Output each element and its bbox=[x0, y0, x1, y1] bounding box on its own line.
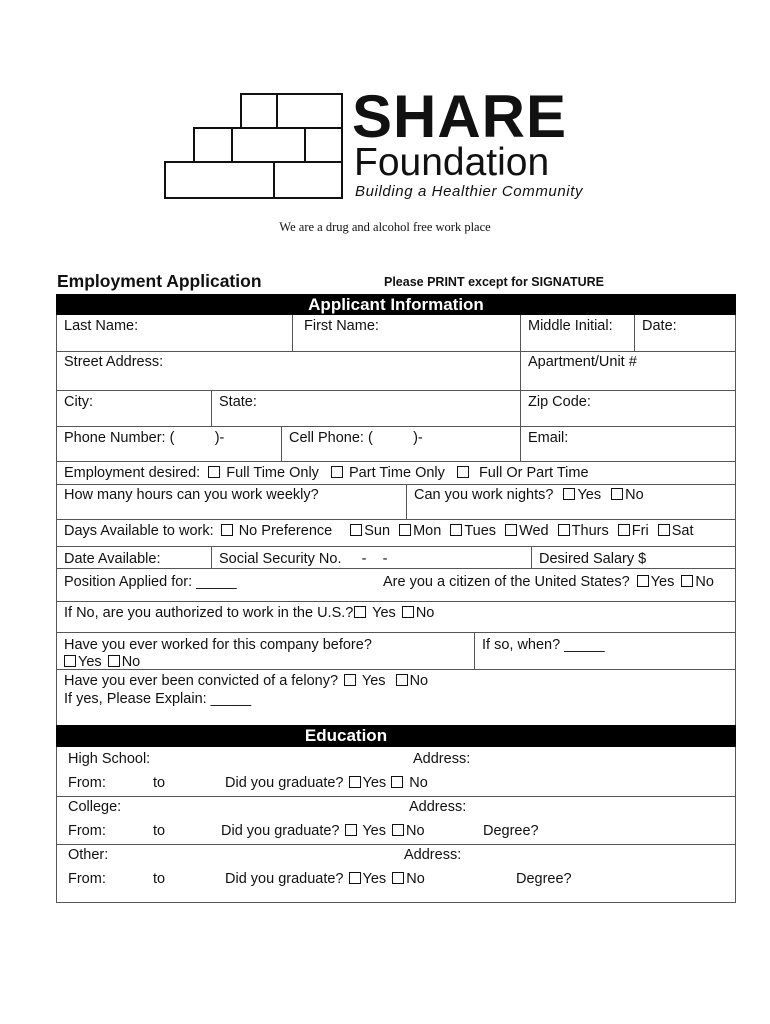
authorized-no-checkbox[interactable] bbox=[402, 606, 414, 618]
logo-sub: Foundation bbox=[354, 141, 550, 184]
thurs-label: Thurs bbox=[571, 523, 609, 539]
full-time-checkbox[interactable] bbox=[208, 466, 220, 478]
high-school-address-label: Address: bbox=[413, 751, 471, 767]
col-divider bbox=[520, 390, 521, 426]
applicant-section-header: Applicant Information bbox=[56, 294, 736, 315]
middle-initial-label: Middle Initial: bbox=[528, 318, 613, 334]
authorized-row bbox=[64, 605, 434, 621]
phone-number-label: Phone Number: ( )- bbox=[64, 430, 225, 446]
other-no-label: No bbox=[406, 871, 425, 887]
worked-before-no-label: No bbox=[121, 654, 141, 670]
nights-row bbox=[414, 487, 644, 503]
zip-code-label: Zip Code: bbox=[528, 394, 591, 410]
date-available-label: Date Available: bbox=[64, 551, 161, 567]
brick-icon bbox=[231, 127, 306, 163]
worked-before-no-checkbox[interactable] bbox=[108, 655, 120, 667]
worked-before-label: Have you ever worked for this company before? bbox=[64, 637, 372, 653]
col-divider bbox=[211, 546, 212, 568]
row-divider bbox=[56, 669, 736, 670]
thurs-checkbox[interactable] bbox=[558, 524, 570, 536]
felony-row bbox=[64, 673, 428, 689]
city-label: City: bbox=[64, 394, 93, 410]
nights-yes-label: Yes bbox=[577, 487, 602, 503]
state-label: State: bbox=[219, 394, 257, 410]
worked-before-options bbox=[64, 654, 140, 670]
college-graduate-row bbox=[221, 823, 425, 839]
wed-checkbox[interactable] bbox=[505, 524, 517, 536]
mon-checkbox[interactable] bbox=[399, 524, 411, 536]
row-divider bbox=[56, 568, 736, 569]
sat-label: Sat bbox=[671, 523, 694, 539]
row-divider bbox=[56, 546, 736, 547]
row-divider bbox=[56, 632, 736, 633]
brick-icon bbox=[193, 127, 233, 163]
other-no-checkbox[interactable] bbox=[392, 872, 404, 884]
college-degree-label: Degree? bbox=[483, 823, 539, 839]
tues-checkbox[interactable] bbox=[450, 524, 462, 536]
row-divider bbox=[56, 426, 736, 427]
college-no-checkbox[interactable] bbox=[392, 824, 404, 836]
brick-icon bbox=[276, 93, 343, 129]
part-time-checkbox[interactable] bbox=[331, 466, 343, 478]
col-divider bbox=[281, 426, 282, 461]
email-label: Email: bbox=[528, 430, 569, 446]
col-divider bbox=[520, 426, 521, 461]
high-school-label: High School: bbox=[68, 751, 151, 767]
form-title: Employment Application bbox=[57, 271, 262, 291]
other-yes-checkbox[interactable] bbox=[349, 872, 361, 884]
row-divider bbox=[56, 390, 736, 391]
citizen-label: Are you a citizen of the United States? bbox=[383, 574, 630, 590]
college-no-label: No bbox=[406, 823, 425, 839]
col-divider bbox=[474, 632, 475, 669]
felony-yes-label: Yes bbox=[361, 673, 386, 689]
nights-label: Can you work nights? bbox=[414, 487, 554, 503]
sat-checkbox[interactable] bbox=[658, 524, 670, 536]
brick-icon bbox=[304, 127, 343, 163]
brick-icon bbox=[240, 93, 278, 129]
hours-weekly-label: How many hours can you work weekly? bbox=[64, 487, 319, 503]
col-divider bbox=[520, 315, 521, 351]
row-divider bbox=[56, 844, 736, 845]
full-time-label: Full Time Only bbox=[226, 465, 319, 481]
nights-yes-checkbox[interactable] bbox=[563, 488, 575, 500]
fri-checkbox[interactable] bbox=[618, 524, 630, 536]
days-available-label: Days Available to work: bbox=[64, 523, 214, 539]
tues-label: Tues bbox=[464, 523, 497, 539]
nights-no-checkbox[interactable] bbox=[611, 488, 623, 500]
college-address-label: Address: bbox=[409, 799, 467, 815]
form-frame bbox=[56, 294, 736, 903]
authorized-label: If No, are you authorized to work in the U.S.? bbox=[64, 605, 354, 621]
authorized-no-label: No bbox=[415, 605, 435, 621]
full-or-part-label: Full Or Part Time bbox=[478, 465, 589, 481]
employment-desired-row bbox=[64, 465, 589, 481]
employment-desired-label: Employment desired: bbox=[64, 465, 201, 481]
street-address-label: Street Address: bbox=[64, 354, 164, 370]
high-school-no-checkbox[interactable] bbox=[391, 776, 403, 788]
felony-no-label: No bbox=[409, 673, 429, 689]
other-to-label: to bbox=[153, 871, 166, 887]
print-instruction: Please PRINT except for SIGNATURE bbox=[384, 275, 604, 289]
college-graduate-label: Did you graduate? bbox=[221, 823, 340, 839]
college-from-label: From: bbox=[68, 823, 106, 839]
fri-label: Fri bbox=[631, 523, 649, 539]
sun-label: Sun bbox=[364, 523, 391, 539]
row-divider bbox=[56, 351, 736, 352]
high-school-yes-label: Yes bbox=[362, 775, 387, 791]
last-name-label: Last Name: bbox=[64, 318, 139, 334]
other-label: Other: bbox=[68, 847, 109, 863]
notice-text: We are a drug and alcohol free work place bbox=[279, 220, 491, 234]
logo-tagline: Building a Healthier Community bbox=[355, 183, 584, 200]
explain-label: If yes, Please Explain: _____ bbox=[64, 691, 252, 707]
high-school-yes-checkbox[interactable] bbox=[349, 776, 361, 788]
if-so-when-label: If so, when? _____ bbox=[482, 637, 605, 653]
row-divider bbox=[56, 484, 736, 485]
authorized-yes-checkbox[interactable] bbox=[354, 606, 366, 618]
brick-icon bbox=[164, 161, 275, 199]
share-logo bbox=[164, 83, 614, 205]
worked-before-yes-checkbox[interactable] bbox=[64, 655, 76, 667]
col-divider bbox=[520, 351, 521, 390]
col-divider bbox=[531, 546, 532, 568]
felony-yes-checkbox[interactable] bbox=[344, 674, 356, 686]
other-degree-label: Degree? bbox=[516, 871, 572, 887]
col-divider bbox=[211, 390, 212, 426]
days-available-row bbox=[64, 523, 693, 539]
other-graduate-row bbox=[225, 871, 425, 887]
position-applied-label: Position Applied for: _____ bbox=[64, 574, 237, 590]
full-or-part-checkbox[interactable] bbox=[457, 466, 469, 478]
col-divider bbox=[406, 484, 407, 519]
felony-no-checkbox[interactable] bbox=[396, 674, 408, 686]
high-school-graduate-row bbox=[225, 775, 428, 791]
nights-no-label: No bbox=[625, 487, 644, 503]
ssn-label: Social Security No. - - bbox=[219, 551, 388, 567]
college-yes-checkbox[interactable] bbox=[345, 824, 357, 836]
college-label: College: bbox=[68, 799, 122, 815]
apartment-label: Apartment/Unit # bbox=[528, 354, 637, 370]
row-divider bbox=[56, 519, 736, 520]
other-address-label: Address: bbox=[404, 847, 462, 863]
other-graduate-label: Did you graduate? bbox=[225, 871, 344, 887]
logo-name: SHARE bbox=[352, 83, 568, 150]
wed-label: Wed bbox=[519, 523, 549, 539]
high-school-no-label: No bbox=[409, 775, 428, 791]
college-yes-label: Yes bbox=[362, 823, 386, 839]
row-divider bbox=[56, 796, 736, 797]
row-divider bbox=[56, 461, 736, 462]
row-divider bbox=[56, 601, 736, 602]
cell-phone-label: Cell Phone: ( )- bbox=[289, 430, 423, 446]
brick-icon bbox=[273, 161, 343, 199]
high-school-graduate-label: Did you graduate? bbox=[225, 775, 344, 791]
authorized-yes-label: Yes bbox=[372, 605, 396, 621]
other-yes-label: Yes bbox=[362, 871, 387, 887]
citizen-yes-checkbox[interactable] bbox=[637, 575, 649, 587]
col-divider bbox=[634, 315, 635, 351]
date-label: Date: bbox=[642, 318, 677, 334]
mon-label: Mon bbox=[413, 523, 442, 539]
sun-checkbox[interactable] bbox=[350, 524, 362, 536]
no-preference-checkbox[interactable] bbox=[221, 524, 233, 536]
other-from-label: From: bbox=[68, 871, 106, 887]
worked-before-yes-label: Yes bbox=[78, 654, 102, 670]
high-school-from-label: From: bbox=[68, 775, 106, 791]
citizen-no-checkbox[interactable] bbox=[681, 575, 693, 587]
part-time-label: Part Time Only bbox=[349, 465, 445, 481]
college-to-label: to bbox=[153, 823, 166, 839]
education-section-header: Education bbox=[56, 725, 736, 747]
no-preference-label: No Preference bbox=[238, 523, 333, 539]
first-name-label: First Name: bbox=[304, 318, 379, 334]
col-divider bbox=[292, 315, 293, 351]
citizen-yes-label: Yes bbox=[650, 574, 675, 590]
desired-salary-label: Desired Salary $ bbox=[539, 551, 647, 567]
citizen-no-label: No bbox=[695, 574, 714, 590]
felony-label: Have you ever been convicted of a felony? bbox=[64, 673, 339, 689]
citizen-row bbox=[383, 574, 714, 590]
high-school-to-label: to bbox=[153, 775, 166, 791]
